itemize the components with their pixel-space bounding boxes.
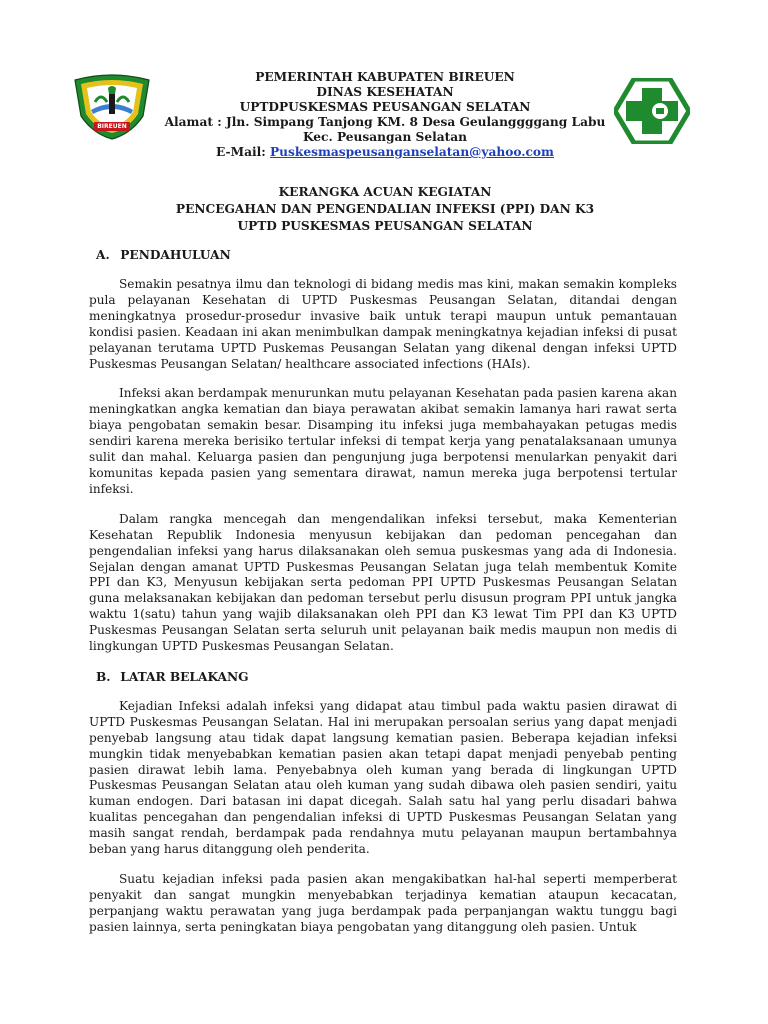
paragraph: Suatu kejadian infeksi pada pasien akan mengakibatkan hal-hal seperti memperberat penyakit dan sangat mungkin menyebabkan terjadinya kematian ataupun kecacatan, perpanjang waktu perawatan yang juga berdampak pada perpanjangan waktu tunggu bagi pasien lainnya, serta peningkatan biaya pengobatan yang ditanggung oleh pasien. Untuk [89,872,677,934]
section-a-title: PENDAHULUAN [120,248,231,262]
letterhead [150,70,620,160]
letterhead-unit: UPTDPUSKESMAS PEUSANGAN SELATAN [239,100,531,114]
letterhead-address: Alamat : Jln. Simpang Tanjong KM. 8 Desa Geulanggggang Labu [164,115,606,129]
letterhead-agency: DINAS KESEHATAN [316,85,454,99]
section-b-heading [96,669,677,685]
section-a-number: A. [96,248,110,262]
emblem-caption: BIREUEN [97,123,127,130]
letterhead-government: PEMERINTAH KABUPATEN BIREUEN [255,70,515,84]
title-line-3: UPTD PUSKESMAS PEUSANGAN SELATAN [237,219,533,233]
section-a-heading [96,247,677,263]
title-line-2: PENCEGAHAN DAN PENGENDALIAN INFEKSI (PPI) DAN K3 [175,202,595,216]
email-label: E-Mail: [216,145,266,159]
title-line-1: KERANGKA ACUAN KEGIATAN [278,185,492,199]
document-title [120,184,650,235]
paragraph: Kejadian Infeksi adalah infeksi yang didapat atau timbul pada waktu pasien dirawat di UPTD Puskesmas Peusangan Selatan. Hal ini merupakan persoalan serius yang dapat menjadi penyebab langsung atau tidak dapat langsung kematian pasien. Beberapa kejadian infeksi mungkin tidak menyebabkan kematian pasien akan tetapi dapat menjadi penyebab penting pasien dirawat lebih lama. Penyebabnya oleh kuman yang berada di lingkungan UPTD Puskesmas Peusangan Selatan atau oleh kuman yang sudah dibawa oleh pasien sendiri, yaitu kuman endogen. Dari batasan ini dapat dicegah. Salah satu hal yang perlu disadari bahwa kualitas pencegahan dan pengendalian infeksi di UPTD Puskesmas Peusangan Selatan yang masih sangat rendah, berdampak pada rendahnya mutu pelayanan maupun bertambahnya beban yang harus ditanggung oleh penderita. [89,698,677,857]
paragraph: Infeksi akan berdampak menurunkan mutu pelayanan Kesehatan pada pasien karena akan meningkatkan angka kematian dan biaya perawatan akibat semakin lamanya hari rawat serta biaya pengobatan semakin besar. Disamping itu infeksi juga membahayakan petugas medis sendiri karena mereka berisiko tertular infeksi di tempat kerja yang penatalaksanaan umunya sulit dan mahal. Keluarga pasien dan pengunjung juga berpotensi menularkan penyakit dari komunitas kepada pasien yang sementara dirawat, namun mereka juga berpotensi tertular infeksi. [89,386,677,496]
paragraph: Dalam rangka mencegah dan mengendalikan infeksi tersebut, maka Kementerian Kesehatan Republik Indonesia menyusun kebijakan dan pedoman pencegahan dan pengendalian infeksi yang harus dilaksanakan oleh semua puskesmas yang ada di Indonesia. Sejalan dengan amanat UPTD Puskesmas Peusangan Selatan juga telah membentuk Komite PPI dan K3, Menyusun kebijakan serta pedoman PPI UPTD Puskesmas Peusangan Selatan guna melaksanakan kebijakan dan pedoman tersebut perlu disusun program PPI untuk jangka waktu 1(satu) tahun yang wajib dilaksanakan oleh PPI dan K3 lewat Tim PPI dan K3 UPTD Puskesmas Peusangan Selatan serta seluruh unit pelayanan baik medis maupun non medis di lingkungan UPTD Puskesmas Peusangan Selatan. [89,511,677,654]
paragraph: Semakin pesatnya ilmu dan teknologi di bidang medis mas kini, makan semakin kompleks pula pelayanan Kesehatan di UPTD Puskesmas Peusangan Selatan, ditandai dengan meningkatnya prosedur-prosedur invasive baik untuk terapi maupun untuk pemantauan kondisi pasien. Keadaan ini akan menimbulkan dampak meningkatnya kejadian infeksi di pusat pelayanan terutama UPTD Puskemas Peusangan Selatan yang dikenal dengan infeksi UPTD Puskesmas Peusangan Selatan/ healthcare associated infections (HAIs). [89,277,677,371]
document-body [89,247,677,950]
letterhead-district: Kec. Peusangan Selatan [302,130,468,144]
section-b-number: B. [96,669,111,684]
section-b-title: LATAR BELAKANG [120,669,249,684]
letterhead-email-line [150,145,620,160]
puskesmas-cross-logo [614,78,690,144]
email-link[interactable]: Puskesmaspeusanganselatan@yahoo.com [270,145,554,159]
